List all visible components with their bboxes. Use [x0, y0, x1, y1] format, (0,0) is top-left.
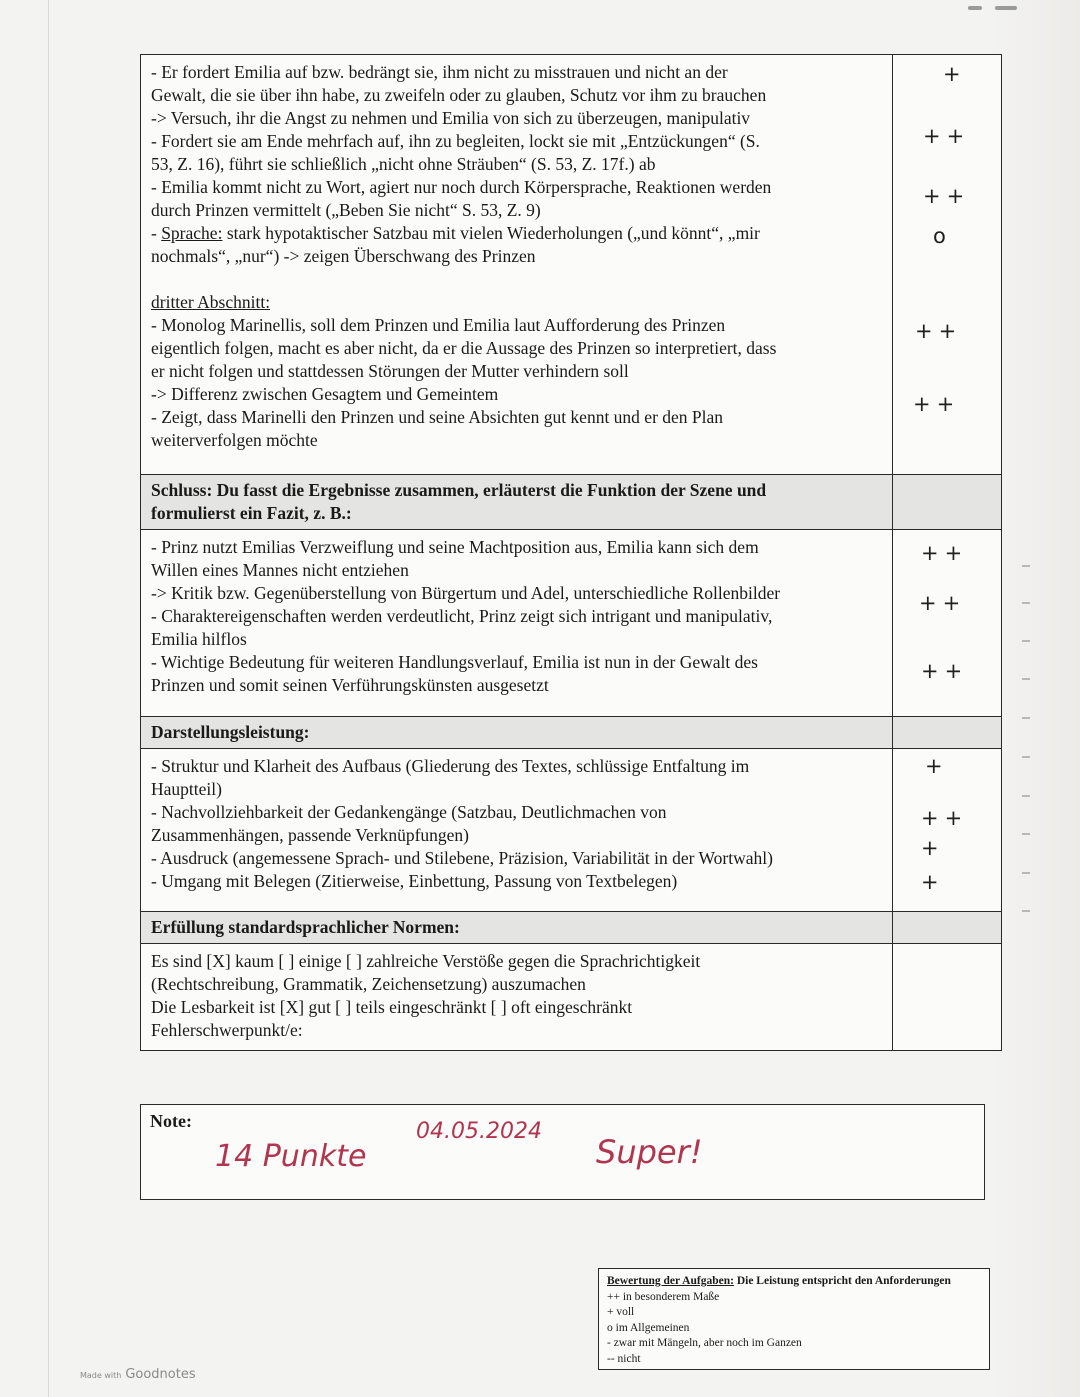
grade-mark: ++ [913, 392, 961, 416]
criterion-line: - Charaktereigenschaften werden verdeutlicht, Prinz zeigt sich intrigant und manipulativ, [151, 606, 773, 626]
criterion-line: - Monolog Marinellis, soll dem Prinzen und Emilia laut Aufforderung des Prinzen [151, 315, 726, 335]
criterion-line: - Prinz nutzt Emilias Verzweiflung und seine Machtposition aus, Emilia kann sich dem [151, 537, 759, 557]
error-focus-label: Fehlerschwerpunkt/e: [151, 1020, 303, 1040]
grade-mark: + [921, 836, 945, 860]
scan-tick [1022, 602, 1030, 604]
legend-item: o im Allgemeinen [607, 1321, 690, 1334]
marks-cell [893, 55, 1002, 475]
checkbox-line-errors: Es sind [X] kaum [ ] einige [ ] zahlreiche Verstöße gegen die Sprachrichtigkeit [151, 951, 701, 971]
criterion-line: Willen eines Mannes nicht entziehen [151, 560, 409, 580]
scan-tick [1022, 565, 1030, 567]
scan-tick [1022, 910, 1030, 912]
criterion-line: Zusammenhängen, passende Verknüpfungen) [151, 825, 469, 845]
scan-tick [1022, 756, 1030, 758]
criterion-line: - Wichtige Bedeutung für weiteren Handlungsverlauf, Emilia ist nun in der Gewalt des [151, 652, 758, 672]
criterion-line: durch Prinzen vermittelt („Beben Sie nicht“ S. 53, Z. 9) [151, 200, 541, 220]
criterion-line: - Emilia kommt nicht zu Wort, agiert nur noch durch Körpersprache, Reaktionen werden [151, 177, 772, 197]
criterion-line: -> Differenz zwischen Gesagtem und Gemeintem [151, 384, 499, 404]
criterion-line: - Fordert sie am Ende mehrfach auf, ihn zu begleiten, lockt sie mit „Entzückungen“ (S. [151, 131, 760, 151]
criteria-cell [141, 749, 893, 912]
legend-item: - zwar mit Mängeln, aber noch im Ganzen [607, 1337, 802, 1349]
legend-item: ++ in besonderem Maße [607, 1290, 720, 1303]
criteria-cell [141, 530, 893, 717]
grade-date: 04.05.2024 [416, 1119, 542, 1144]
sprache-label: Sprache: [161, 223, 223, 243]
scan-tick [1022, 640, 1030, 642]
grade-mark: ++ [923, 124, 971, 148]
section-header-schluss: Schluss: Du fasst die Ergebnisse zusammen, erläuterst die Funktion der Szene und formulierst ein Fazit, z. B.: [141, 475, 893, 530]
grade-mark: + [943, 62, 967, 86]
criterion-line: weiterverfolgen möchte [151, 430, 318, 450]
scan-tick [1022, 717, 1030, 719]
scan-tick [1022, 678, 1030, 680]
checkbox-line-readability: Die Lesbarkeit ist [X] gut [ ] teils eingeschränkt [ ] oft eingeschränkt [151, 997, 633, 1017]
grade-box [140, 1104, 985, 1200]
grade-mark: + [925, 754, 949, 778]
legend-item: -- nicht [607, 1352, 641, 1365]
criterion-line: - Struktur und Klarheit des Aufbaus (Gliederung des Textes, schlüssige Entfaltung im [151, 756, 750, 776]
criterion-line: - Ausdruck (angemessene Sprach- und Stilebene, Präzision, Variabilität in der Wortwahl) [151, 848, 773, 868]
marks-cell [893, 749, 1002, 912]
grade-mark: ++ [921, 806, 969, 830]
rubric-header-row-darstellung [141, 717, 1002, 749]
section-header-normen: Erfüllung standardsprachlicher Normen: [141, 912, 893, 944]
goodnotes-watermark: Made with Goodnotes [80, 1367, 196, 1382]
criterion-line: er nicht folgen und stattdessen Störungen der Mutter verhindern soll [151, 361, 629, 381]
criterion-line: (Rechtschreibung, Grammatik, Zeichensetzung) auszumachen [151, 974, 586, 994]
criterion-line: Hauptteil) [151, 779, 222, 799]
criterion-line: nochmals“, „nur“) -> zeigen Überschwang des Prinzen [151, 246, 536, 266]
sprache-text: stark hypotaktischer Satzbau mit vielen Wiederholungen („und könnt“, „mir [222, 223, 760, 243]
grade-mark: ++ [921, 541, 969, 565]
grading-legend [598, 1268, 990, 1370]
marks-header-cell [893, 717, 1002, 749]
rubric-row-darstellung [141, 749, 1002, 912]
criterion-line: - Er fordert Emilia auf bzw. bedrängt sie, ihm nicht zu misstrauen und nicht an der [151, 62, 728, 82]
rubric-header-row-normen [141, 912, 1002, 944]
rubric-row-normen [141, 944, 1002, 1051]
marks-cell [893, 530, 1002, 717]
marks-header-cell [893, 475, 1002, 530]
page-edge [48, 0, 49, 1397]
grade-mark: ++ [919, 591, 967, 615]
grading-rubric-table [140, 54, 1002, 1051]
grade-mark: + [921, 870, 945, 894]
criterion-line: - Umgang mit Belegen (Zitierweise, Einbettung, Passung von Textbelegen) [151, 871, 678, 891]
criterion-line: Emilia hilflos [151, 629, 247, 649]
section-header-darstellung: Darstellungsleistung: [141, 717, 893, 749]
scan-mark [995, 6, 1017, 10]
facing-page-shade [990, 0, 1080, 1397]
criterion-line: - Nachvollziehbarkeit der Gedankengänge (Satzbau, Deutlichmachen von [151, 802, 667, 822]
marks-cell [893, 944, 1002, 1051]
rubric-row-main [141, 55, 1002, 475]
scan-tick [1022, 872, 1030, 874]
rubric-row-schluss [141, 530, 1002, 717]
scan-tick [1022, 795, 1030, 797]
scan-mark [968, 6, 982, 10]
grade-points: 14 Punkte [215, 1139, 367, 1174]
criterion-line: 53, Z. 16), führt sie schließlich „nicht ohne Sträuben“ (S. 53, Z. 17f.) ab [151, 154, 656, 174]
grade-label: Note: [150, 1111, 192, 1131]
grade-mark: ++ [923, 184, 971, 208]
grade-mark: o [933, 224, 952, 248]
criterion-line: Gewalt, die sie über ihn habe, zu zweifeln oder zu glauben, Schutz vor ihm zu brauchen [151, 85, 767, 105]
scan-tick [1022, 833, 1030, 835]
criterion-line: -> Kritik bzw. Gegenüberstellung von Bürgertum und Adel, unterschiedliche Rollenbilder [151, 583, 781, 603]
grade-mark: ++ [915, 319, 963, 343]
subsection-heading: dritter Abschnitt: [151, 292, 271, 312]
criterion-line-sprache: - Sprache: stark hypotaktischer Satzbau mit vielen Wiederholungen („und könnt“, „mir [151, 223, 760, 243]
rubric-header-row-schluss [141, 475, 1002, 530]
grade-mark: ++ [921, 659, 969, 683]
criterion-line: eigentlich folgen, macht es aber nicht, da er die Aussage des Prinzen so interpretiert, dass [151, 338, 777, 358]
criterion-line: -> Versuch, ihr die Angst zu nehmen und Emilia von sich zu überzeugen, manipulativ [151, 108, 751, 128]
marks-header-cell [893, 912, 1002, 944]
legend-title: Bewertung der Aufgaben: Die Leistung entspricht den Anforderungen [607, 1275, 951, 1287]
criterion-line: - Zeigt, dass Marinelli den Prinzen und seine Absichten gut kennt und er den Plan [151, 407, 724, 427]
legend-item: + voll [607, 1306, 635, 1318]
grade-comment: Super! [596, 1133, 703, 1171]
criterion-line: Prinzen und somit seinen Verführungskünsten ausgesetzt [151, 675, 549, 695]
criteria-cell [141, 55, 893, 475]
criteria-cell [141, 944, 893, 1051]
